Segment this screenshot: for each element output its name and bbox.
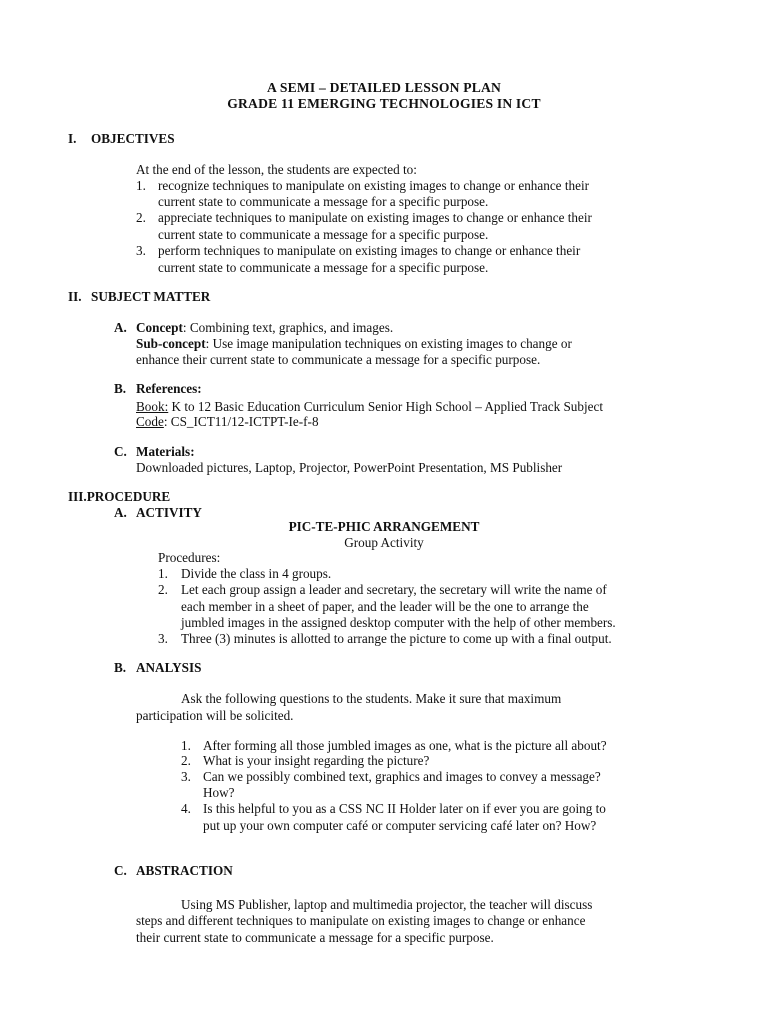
- analysis-question-text-continued: How?: [203, 785, 235, 800]
- book-reference-line: [136, 399, 603, 415]
- objectives-heading: OBJECTIVES: [91, 131, 175, 146]
- materials-label: Materials:: [136, 444, 195, 459]
- code-label: Code: [136, 414, 164, 429]
- abstraction-label: ABSTRACTION: [136, 863, 233, 878]
- references-letter: B.: [114, 381, 127, 396]
- procedure-step-number: 3.: [158, 631, 168, 646]
- sub-concept-line: [136, 336, 572, 352]
- abstraction-text-continued: steps and different techniques to manipulate on existing images to change or enhance: [136, 913, 586, 928]
- materials-text: Downloaded pictures, Laptop, Projector, PowerPoint Presentation, MS Publisher: [136, 460, 563, 475]
- concept-line: [136, 320, 393, 336]
- materials-letter: C.: [114, 444, 127, 459]
- analysis-question-text: Is this helpful to you as a CSS NC II Holder later on if ever you are going to: [203, 801, 606, 816]
- analysis-question-number: 4.: [181, 801, 191, 816]
- procedure-heading: III.PROCEDURE: [68, 489, 171, 504]
- objective-text-continued: current state to communicate a message for a specific purpose.: [158, 260, 489, 275]
- book-text: K to 12 Basic Education Curriculum Senior High School – Applied Track Subject: [168, 399, 604, 414]
- procedure-step-number: 2.: [158, 582, 168, 597]
- objective-number: 2.: [136, 210, 146, 225]
- abstraction-text-continued: their current state to communicate a message for a specific purpose.: [136, 930, 494, 945]
- sub-concept-text: : Use image manipulation techniques on existing images to change or: [205, 336, 572, 351]
- procedure-step-number: 1.: [158, 566, 168, 581]
- analysis-intro-continued: participation will be solicited.: [136, 708, 294, 723]
- procedure-step-text-continued: each member in a sheet of paper, and the leader will be the one to arrange the: [181, 599, 589, 614]
- concept-label: Concept: [136, 320, 183, 335]
- analysis-question-number: 3.: [181, 769, 191, 784]
- activity-letter: A.: [114, 505, 127, 520]
- activity-label: ACTIVITY: [136, 505, 202, 520]
- procedure-step-text: Divide the class in 4 groups.: [181, 566, 332, 581]
- procedure-step-text: Let each group assign a leader and secretary, the secretary will write the name of: [181, 582, 607, 597]
- analysis-question-text-continued: put up your own computer café or computer servicing café later on? How?: [203, 818, 597, 833]
- sub-concept-label: Sub-concept: [136, 336, 206, 351]
- subject-matter-heading-number: II.: [68, 289, 82, 304]
- analysis-label: ANALYSIS: [136, 660, 202, 675]
- activity-title: PIC-TE-PHIC ARRANGEMENT: [288, 519, 480, 534]
- objective-text: perform techniques to manipulate on existing images to change or enhance their: [158, 243, 581, 258]
- document-title: A SEMI – DETAILED LESSON PLAN: [266, 80, 502, 95]
- objectives-intro: At the end of the lesson, the students are expected to:: [136, 162, 417, 177]
- analysis-question-text: After forming all those jumbled images as one, what is the picture all about?: [203, 738, 607, 753]
- objective-text-continued: current state to communicate a message for a specific purpose.: [158, 227, 489, 242]
- concept-text: : Combining text, graphics, and images.: [182, 320, 394, 335]
- analysis-letter: B.: [114, 660, 127, 675]
- references-label: References:: [136, 381, 202, 396]
- document-subtitle: GRADE 11 EMERGING TECHNOLOGIES IN ICT: [227, 96, 541, 111]
- abstraction-letter: C.: [114, 863, 127, 878]
- procedure-step-text-continued: jumbled images in the assigned desktop computer with the help of other members.: [181, 615, 616, 630]
- concept-letter: A.: [114, 320, 127, 335]
- objective-text: recognize techniques to manipulate on existing images to change or enhance their: [158, 178, 590, 193]
- abstraction-text: Using MS Publisher, laptop and multimedia projector, the teacher will discuss: [181, 897, 593, 912]
- code-text: : CS_ICT11/12-ICTPT-Ie-f-8: [163, 414, 319, 429]
- subject-matter-heading: SUBJECT MATTER: [91, 289, 211, 304]
- procedure-step-text: Three (3) minutes is allotted to arrange the picture to come up with a final output.: [181, 631, 612, 646]
- code-reference-line: [136, 414, 319, 430]
- analysis-question-number: 2.: [181, 753, 191, 768]
- sub-concept-text-continued: enhance their current state to communicate a message for a specific purpose.: [136, 352, 541, 367]
- analysis-question-text: What is your insight regarding the picture?: [203, 753, 430, 768]
- analysis-question-text: Can we possibly combined text, graphics and images to convey a message?: [203, 769, 601, 784]
- analysis-intro: Ask the following questions to the students. Make it sure that maximum: [181, 691, 562, 706]
- book-label: Book:: [136, 399, 169, 414]
- analysis-question-number: 1.: [181, 738, 191, 753]
- objective-text: appreciate techniques to manipulate on existing images to change or enhance their: [158, 210, 592, 225]
- objective-text-continued: current state to communicate a message for a specific purpose.: [158, 194, 489, 209]
- objective-number: 3.: [136, 243, 146, 258]
- objective-number: 1.: [136, 178, 146, 193]
- objectives-heading-number: I.: [68, 131, 77, 146]
- activity-subtitle: Group Activity: [344, 535, 424, 550]
- procedures-label: Procedures:: [158, 550, 221, 565]
